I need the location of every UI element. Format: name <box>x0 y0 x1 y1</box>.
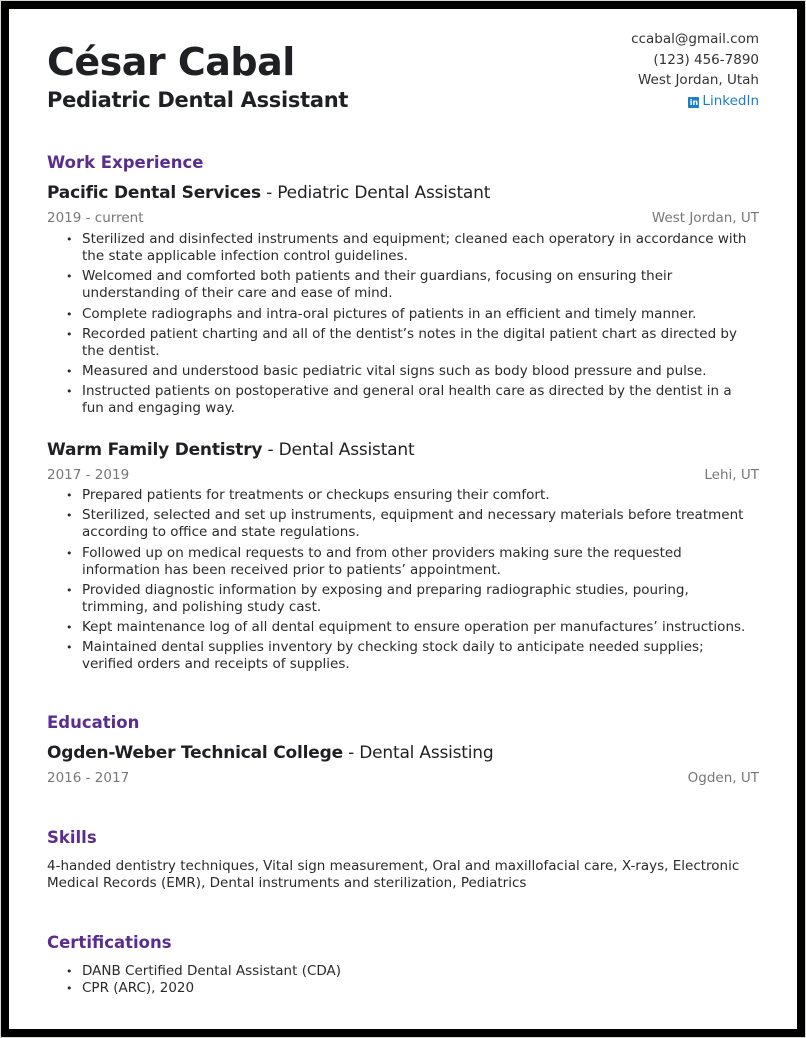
education-dates: 2016 - 2017 <box>47 770 130 786</box>
job-org: Warm Family Dentistry <box>47 440 263 460</box>
bullet-item: • Maintained dental supplies inventory by checking stock daily to anticipate needed supplies; verified orders and receipts of supplies. <box>82 639 754 673</box>
linkedin-link[interactable] <box>631 91 759 112</box>
contact-phone: (123) 456-7890 <box>653 51 759 68</box>
bullet-item: • Prepared patients for treatments or checkups ensuring their comfort. <box>82 487 754 504</box>
bullet-item: • Welcomed and comforted both patients and their guardians, focusing on ensuring their understanding of their care and ease of mind. <box>82 268 754 302</box>
job-dates: 2019 - current <box>47 210 144 226</box>
linkedin-label: LinkedIn <box>702 92 759 109</box>
job-separator: - <box>260 183 278 203</box>
job-org: Pacific Dental Services <box>47 183 261 203</box>
job-location: Lehi, UT <box>704 467 759 483</box>
section-title-certifications: Certifications <box>47 933 172 952</box>
skills-text: 4-handed dentistry techniques, Vital sign measurement, Oral and maxillofacial care, X-rays, Electronic Medical Records (EMR), Dental instruments and sterilization, Pediatrics <box>47 858 740 891</box>
job-meta <box>47 466 759 484</box>
candidate-title: Pediatric Dental Assistant <box>47 88 349 112</box>
candidate-name: César Cabal <box>47 40 295 84</box>
job-role: Pediatric Dental Assistant <box>277 183 491 203</box>
education-meta <box>47 769 759 787</box>
job-heading <box>47 438 414 462</box>
education-heading <box>47 741 493 765</box>
job-meta <box>47 209 759 227</box>
contact-email[interactable]: ccabal@gmail.com <box>631 31 759 47</box>
section-title-skills: Skills <box>47 828 97 847</box>
bullet-item: • Kept maintenance log of all dental equipment to ensure operation per manufactures’ instructions. <box>82 619 754 636</box>
certification-list <box>82 963 754 997</box>
job-dates: 2017 - 2019 <box>47 467 130 483</box>
contact-block <box>631 29 759 111</box>
job-location: West Jordan, UT <box>651 210 759 226</box>
job-bullets <box>82 487 754 677</box>
bullet-item: • Instructed patients on postoperative and general oral health care as directed by the dentist in a fun and engaging way. <box>82 383 754 417</box>
section-title-education: Education <box>47 713 140 732</box>
bullet-item: • Sterilized, selected and set up instruments, equipment and necessary materials before treatment according to office and state regulations. <box>82 507 754 541</box>
job-role: Dental Assistant <box>278 440 415 460</box>
contact-location: West Jordan, Utah <box>637 72 759 88</box>
bullet-item: • Followed up on medical requests to and from other providers making sure the requested information has been received prior to patients’ appointment. <box>82 545 754 579</box>
certification-item: • CPR (ARC), 2020 <box>82 980 754 997</box>
education-separator: - <box>342 743 360 763</box>
bullet-item: • Sterilized and disinfected instruments and equipment; cleaned each operatory in accordance with the state applicable infection control guidelines. <box>82 231 754 265</box>
education-location: Ogden, UT <box>687 770 759 786</box>
job-bullets <box>82 231 754 421</box>
bullet-item: • Recorded patient charting and all of the dentist’s notes in the digital patient chart as directed by the dentist. <box>82 326 754 360</box>
certification-item: • DANB Certified Dental Assistant (CDA) <box>82 963 754 980</box>
linkedin-icon: in <box>689 97 699 107</box>
job-separator: - <box>262 440 279 460</box>
bullet-item: • Provided diagnostic information by exposing and preparing radiographic studies, pouring, trimming, and polishing study cast. <box>82 582 754 616</box>
education-program: Dental Assisting <box>359 743 494 763</box>
bullet-item: • Measured and understood basic pediatric vital signs such as body blood pressure and pulse. <box>82 363 754 380</box>
bullet-item: • Complete radiographs and intra-oral pictures of patients in an efficient and timely manner. <box>82 306 754 323</box>
job-heading <box>47 181 490 205</box>
education-school: Ogden-Weber Technical College <box>47 743 343 763</box>
section-title-work-experience: Work Experience <box>47 153 204 172</box>
